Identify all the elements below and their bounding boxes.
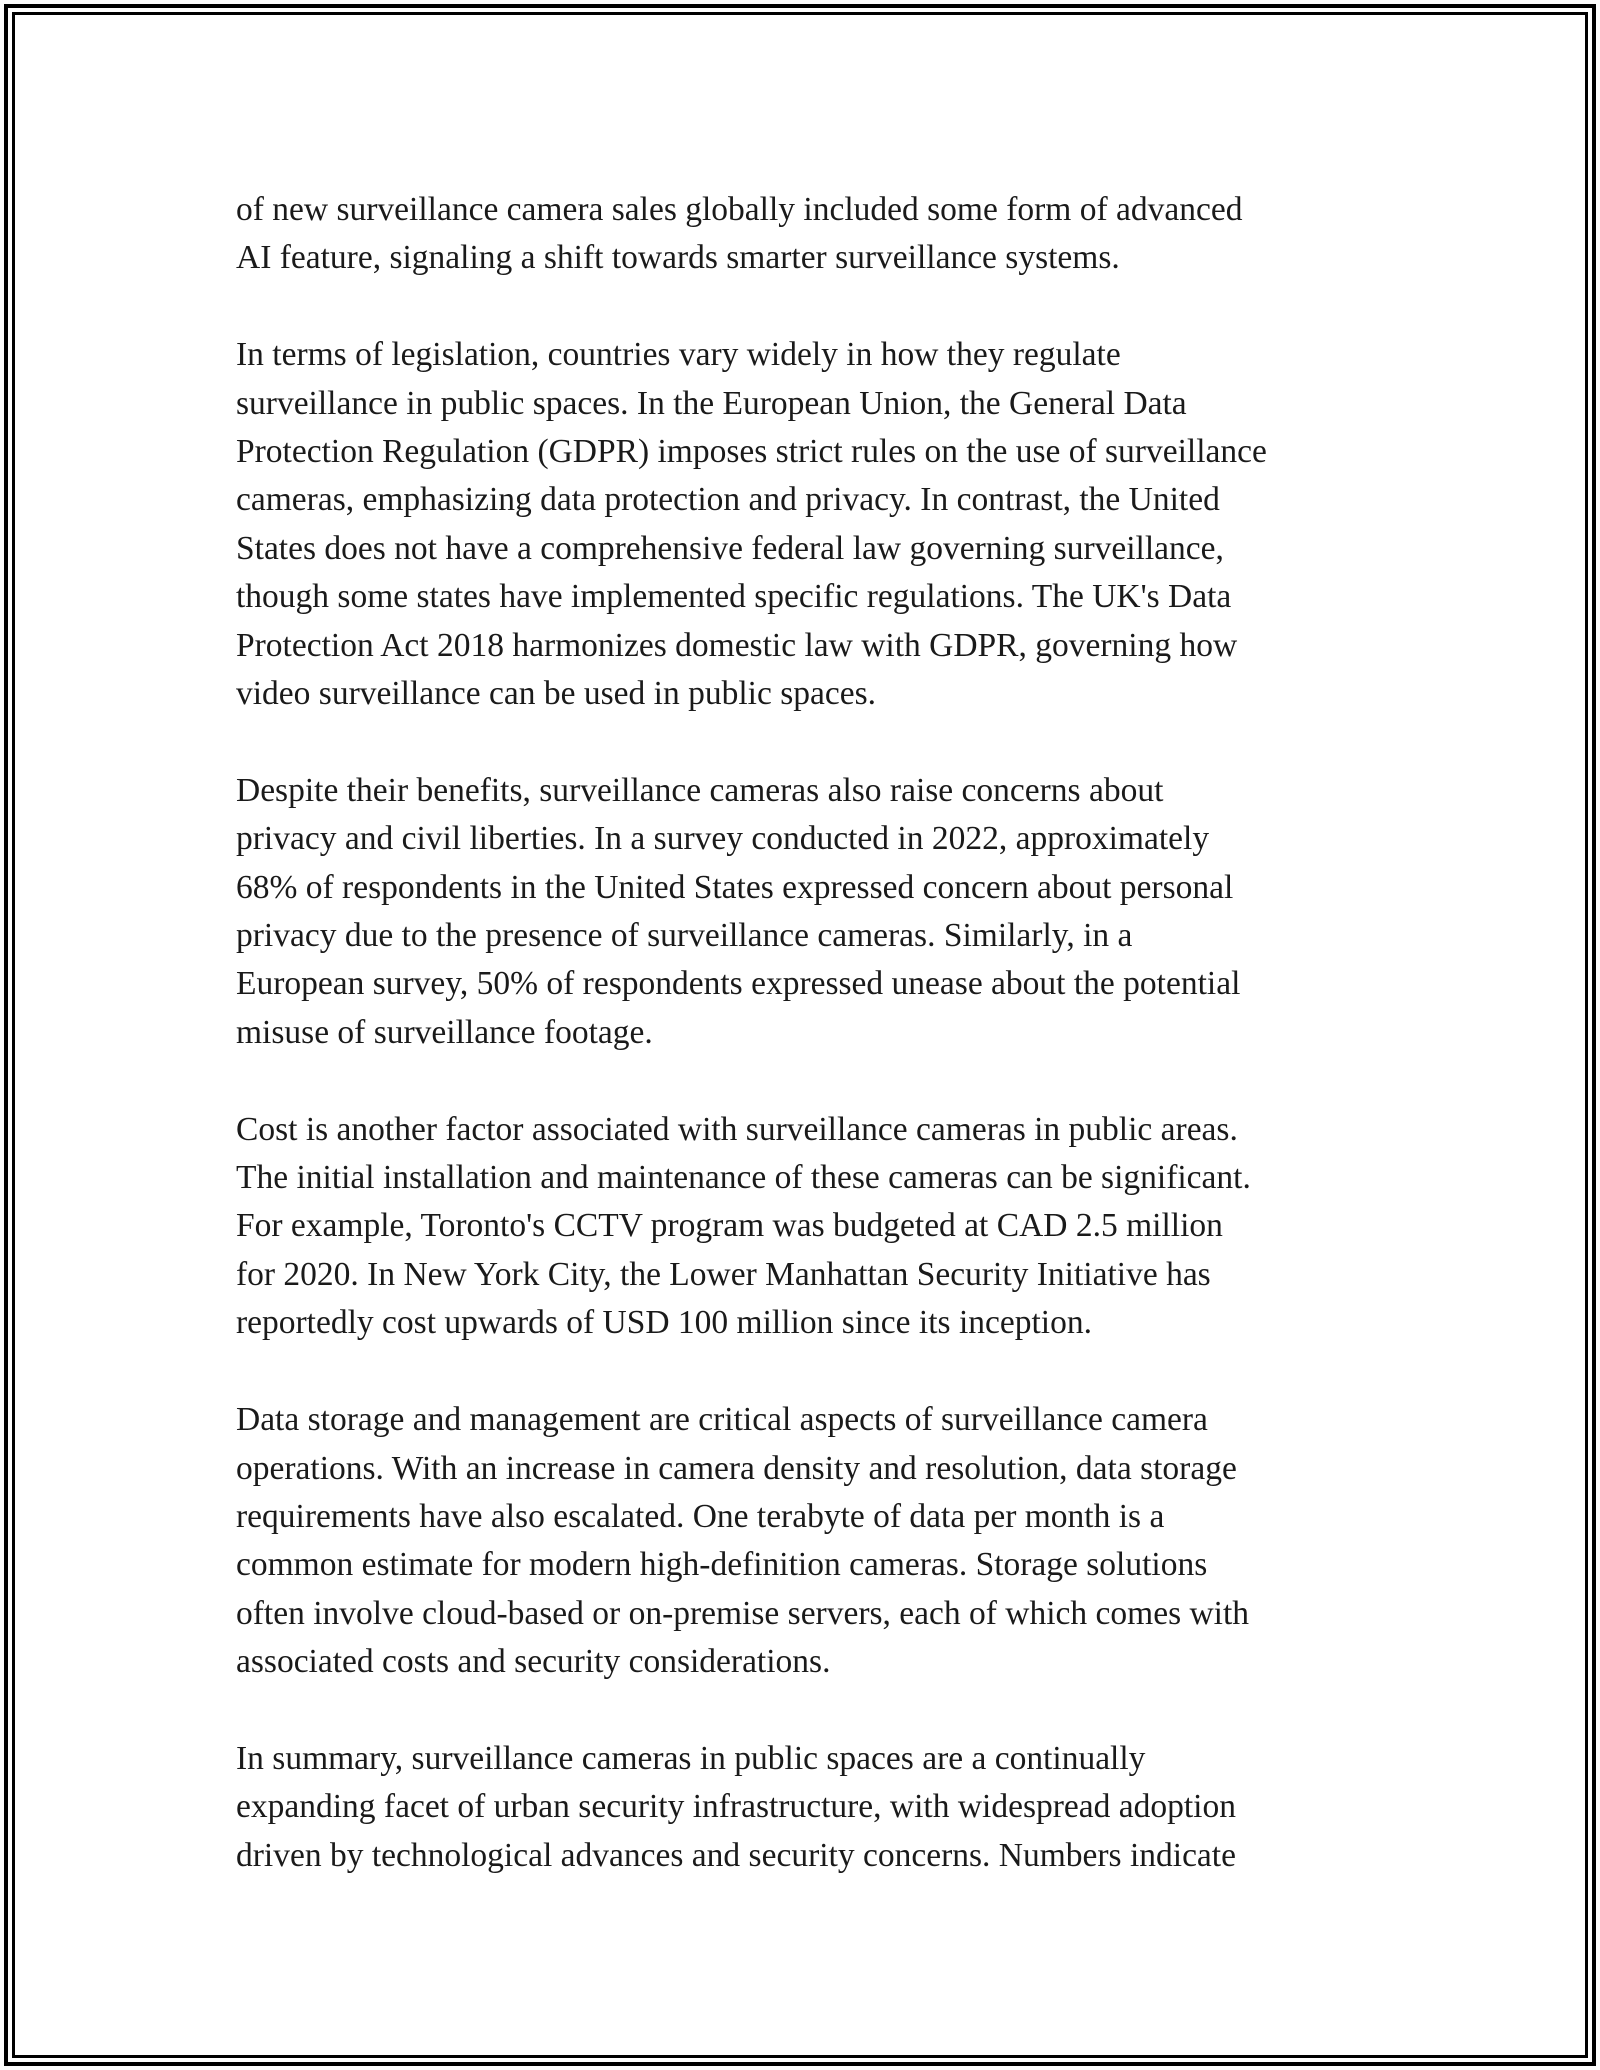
paragraph-ai-features: of new surveillance camera sales globally included some form of advanced AI feature, signaling a shift towards smarter surveillance systems.	[236, 191, 1243, 277]
paragraph-legislation: In terms of legislation, countries vary widely in how they regulate surveillance in public spaces. In the European Union, the General Data Protection Regulation (GDPR) imposes strict rules on the use of surveillance cameras, emphasizing data protection and privacy. In contrast, the United States does not have a comprehensive federal law governing surveillance, though some states have implemented specific regulations. The UK's Data Protection Act 2018 harmonizes domestic law with GDPR, governing how video surveillance can be used in public spaces.	[236, 336, 1267, 713]
document-body	[236, 186, 1386, 1929]
paragraph-summary: In summary, surveillance cameras in public spaces are a continually expanding facet of urban security infrastructure, with widespread adoption driven by technological advances and security concerns. Numbers indicate	[236, 1739, 1236, 1874]
paragraph-cost: Cost is another factor associated with surveillance cameras in public areas. The initial installation and maintenance of these cameras can be significant. For example, Toronto's CCTV program was budgeted at CAD 2.5 million for 2020. In New York City, the Lower Manhattan Security Initiative has reportedly cost upwards of USD 100 million since its inception.	[236, 1110, 1251, 1342]
paragraph-privacy-concerns: Despite their benefits, surveillance cameras also raise concerns about privacy and civil liberties. In a survey conducted in 2022, approximately 68% of respondents in the United States expressed concern about personal privacy due to the presence of surveillance cameras. Similarly, in a European survey, 50% of respondents expressed unease about the potential misuse of surveillance footage.	[236, 771, 1241, 1051]
paragraph-data-storage: Data storage and management are critical aspects of surveillance camera operations. With an increase in camera density and resolution, data storage requirements have also escalated. One terabyte of data per month is a common estimate for modern high-definition cameras. Storage solutions often involve cloud-based or on-premise servers, each of which comes with associated costs and security considerations.	[236, 1401, 1250, 1681]
